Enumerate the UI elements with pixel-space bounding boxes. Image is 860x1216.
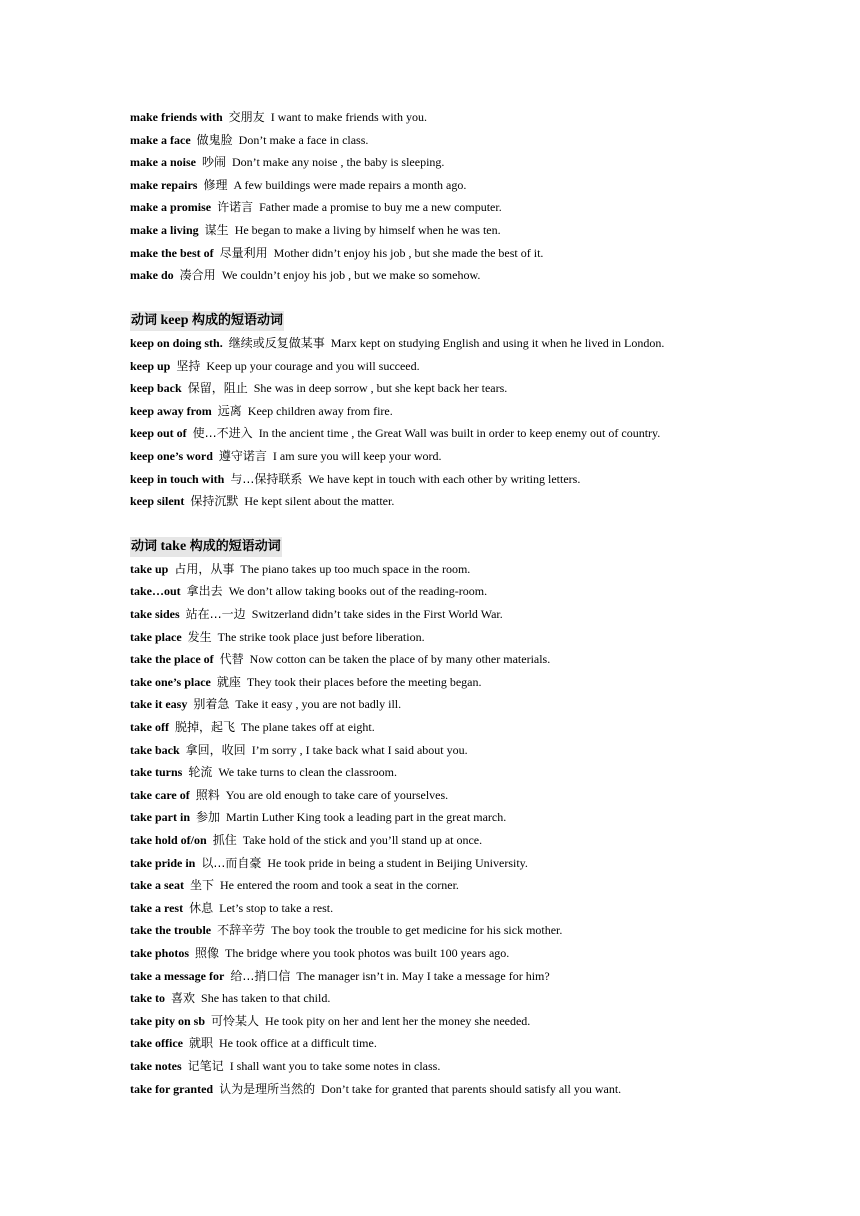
phrase-meaning: 休息	[189, 900, 214, 915]
phrase-entry	[130, 355, 830, 378]
phrase-meaning: 遵守诺言	[218, 448, 267, 463]
phrase-meaning: 继续或反复做某事	[228, 335, 325, 350]
phrase-meaning: 尽量利用	[219, 245, 268, 260]
phrase-term: take a seat	[130, 878, 184, 893]
phrase-example: Marx kept on studying English and using it when he lived in London.	[330, 335, 665, 350]
phrase-term: take it easy	[130, 697, 188, 712]
phrase-term: make a living	[130, 222, 199, 237]
phrase-example: The plane takes off at eight.	[241, 720, 375, 735]
phrase-entry	[130, 219, 830, 242]
phrase-entry	[130, 829, 830, 852]
phrase-example: Switzerland didn’t take sides in the First World War.	[251, 607, 503, 622]
phrase-meaning: 就座	[216, 674, 241, 689]
section-gap	[130, 287, 830, 310]
phrase-term: take sides	[130, 607, 180, 622]
phrase-example: Martin Luther King took a leading part in the great march.	[226, 810, 507, 825]
phrase-example: The manager isn’t in. May I take a message for him?	[296, 968, 550, 983]
phrase-entry	[130, 196, 830, 219]
document-page	[130, 106, 830, 1100]
phrase-entry	[130, 965, 830, 988]
phrase-entry	[130, 648, 830, 671]
phrase-example: Don’t make a face in class.	[238, 132, 369, 147]
phrase-example: Now cotton can be taken the place of by many other materials.	[249, 652, 551, 667]
phrase-example: Don’t take for granted that parents should satisfy all you want.	[321, 1081, 622, 1096]
phrase-entry	[130, 400, 830, 423]
phrase-meaning: 拿回，收回	[185, 742, 246, 757]
phrase-meaning: 保留，阻止	[187, 381, 248, 396]
phrase-entry	[130, 1078, 830, 1101]
phrase-term: take photos	[130, 945, 190, 960]
phrase-term: make do	[130, 268, 174, 283]
phrase-meaning: 使…不进入	[192, 426, 253, 441]
phrase-meaning: 交朋友	[228, 110, 265, 124]
phrase-entry	[130, 129, 830, 152]
phrase-term: take to	[130, 991, 165, 1006]
phrase-entry	[130, 761, 830, 784]
phrase-term: make a noise	[130, 155, 196, 170]
phrase-entry	[130, 739, 830, 762]
phrase-term: make repairs	[130, 177, 198, 192]
phrase-meaning: 给…捎口信	[230, 968, 291, 983]
phrase-term: keep one’s word	[130, 448, 213, 463]
phrase-term: keep up	[130, 358, 171, 373]
phrase-meaning: 脱掉，起飞	[175, 720, 236, 735]
phrase-term: keep in touch with	[130, 471, 225, 486]
phrase-example: Don’t make any noise , the baby is sleeping.	[232, 155, 445, 170]
phrase-meaning: 拿出去	[186, 584, 223, 599]
phrase-entry	[130, 580, 830, 603]
phrase-term: keep away from	[130, 403, 212, 418]
phrase-example: He kept silent about the matter.	[244, 494, 395, 509]
phrase-example: She has taken to that child.	[201, 991, 331, 1006]
phrase-example: Take hold of the stick and you’ll stand up at once.	[242, 833, 483, 847]
phrase-term: take…out	[130, 584, 181, 599]
heading-verb: keep	[160, 313, 189, 329]
phrase-term: take off	[130, 720, 169, 735]
phrase-example: He took pity on her and lent her the money she needed.	[265, 1013, 531, 1028]
section-heading	[130, 537, 282, 557]
phrase-meaning: 照料	[195, 787, 220, 802]
phrase-entry	[130, 897, 830, 920]
phrase-meaning: 坚持	[176, 358, 201, 373]
phrase-entry	[130, 806, 830, 829]
phrase-entry	[130, 422, 830, 445]
phrase-entry	[130, 264, 830, 287]
phrase-term: keep silent	[130, 494, 185, 509]
phrase-meaning: 就职	[188, 1036, 213, 1051]
phrase-term: keep on doing sth.	[130, 335, 223, 350]
phrase-entry	[130, 332, 830, 355]
section-heading	[130, 311, 284, 331]
phrase-entry	[130, 1032, 830, 1055]
phrase-term: take up	[130, 561, 169, 576]
phrase-term: keep out of	[130, 426, 187, 441]
phrase-example: He took office at a difficult time.	[219, 1036, 377, 1051]
phrase-example: I am sure you will keep your word.	[272, 448, 442, 463]
phrase-term: take hold of/on	[130, 833, 207, 847]
phrase-meaning: 站在…一边	[185, 607, 246, 622]
phrase-example: Mother didn’t enjoy his job , but she made the best of it.	[273, 245, 544, 260]
phrase-meaning: 做鬼脸	[196, 132, 233, 147]
phrase-term: make a face	[130, 132, 191, 147]
phrase-meaning: 吵闹	[202, 155, 227, 170]
phrase-example: He began to make a living by himself when he was ten.	[234, 222, 501, 237]
phrase-meaning: 许诺言	[217, 200, 254, 215]
phrase-example: The bridge where you took photos was built 100 years ago.	[225, 945, 510, 960]
phrase-example: We don’t allow taking books out of the reading-room.	[228, 584, 488, 599]
phrase-meaning: 远离	[217, 403, 242, 418]
phrase-entry	[130, 603, 830, 626]
phrase-example: She was in deep sorrow , but she kept back her tears.	[253, 381, 508, 396]
phrase-meaning: 参加	[196, 810, 221, 825]
phrase-meaning: 修理	[203, 177, 228, 192]
phrase-entry	[130, 987, 830, 1010]
phrase-example: We have kept in touch with each other by writing letters.	[308, 471, 581, 486]
phrase-example: He took pride in being a student in Beijing University.	[267, 855, 528, 870]
phrase-term: take for granted	[130, 1081, 214, 1096]
phrase-entry	[130, 1055, 830, 1078]
phrase-term: take the trouble	[130, 923, 212, 938]
phrase-term: make a promise	[130, 200, 212, 215]
phrase-term: take part in	[130, 810, 190, 825]
section-heading-line	[130, 309, 830, 332]
phrase-term: make friends with	[130, 110, 223, 124]
phrase-example: You are old enough to take care of yourselves.	[225, 787, 449, 802]
phrase-term: take the place of	[130, 652, 214, 667]
phrase-term: take office	[130, 1036, 183, 1051]
phrase-entry	[130, 1010, 830, 1033]
phrase-term: take notes	[130, 1058, 182, 1073]
phrase-entry	[130, 852, 830, 875]
phrase-meaning: 抓住	[212, 833, 237, 847]
phrase-term: take one’s place	[130, 674, 211, 689]
phrase-term: make the best of	[130, 245, 214, 260]
heading-suffix: 构成的短语动词	[192, 313, 284, 329]
phrase-example: Keep up your courage and you will succeed.	[206, 358, 420, 373]
phrase-example: Take it easy , you are not badly ill.	[235, 697, 402, 712]
phrase-term: take turns	[130, 765, 183, 780]
phrase-example: We couldn’t enjoy his job , but we make so somehow.	[221, 268, 481, 283]
phrase-entry	[130, 874, 830, 897]
phrase-meaning: 可怜某人	[211, 1013, 260, 1028]
phrase-meaning: 代替	[219, 652, 244, 667]
phrase-entry	[130, 626, 830, 649]
phrase-example: I shall want you to take some notes in class.	[229, 1058, 441, 1073]
phrase-example: The strike took place just before liberation.	[217, 629, 425, 644]
phrase-entry	[130, 106, 830, 129]
phrase-term: take care of	[130, 787, 190, 802]
phrase-meaning: 不辞辛劳	[217, 923, 266, 938]
phrase-meaning: 认为是理所当然的	[219, 1081, 316, 1096]
phrase-entry	[130, 242, 830, 265]
phrase-term: take a rest	[130, 900, 184, 915]
phrase-meaning: 与…保持联系	[230, 471, 303, 486]
phrase-entry	[130, 377, 830, 400]
phrase-term: take place	[130, 629, 182, 644]
phrase-meaning: 保持沉默	[190, 494, 239, 509]
phrase-meaning: 发生	[187, 629, 212, 644]
section-heading-line	[130, 535, 830, 558]
phrase-term: take pride in	[130, 855, 196, 870]
phrase-example: A few buildings were made repairs a month ago.	[233, 177, 467, 192]
phrase-entry	[130, 919, 830, 942]
phrase-meaning: 以…而自豪	[201, 855, 262, 870]
phrase-entry	[130, 151, 830, 174]
phrase-term: take back	[130, 742, 180, 757]
phrase-example: They took their places before the meeting began.	[246, 674, 482, 689]
phrase-meaning: 别着急	[193, 697, 230, 712]
phrase-example: In the ancient time , the Great Wall was built in order to keep enemy out of country.	[258, 426, 661, 441]
phrase-entry	[130, 784, 830, 807]
phrase-meaning: 凑合用	[179, 268, 216, 283]
phrase-entry	[130, 693, 830, 716]
phrase-example: Keep children away from fire.	[247, 403, 393, 418]
phrase-example: The boy took the trouble to get medicine for his sick mother.	[271, 923, 563, 938]
section-gap	[130, 513, 830, 536]
phrase-entry	[130, 942, 830, 965]
phrase-term: keep back	[130, 381, 182, 396]
phrase-example: We take turns to clean the classroom.	[218, 765, 397, 780]
phrase-meaning: 谋生	[204, 222, 229, 237]
phrase-meaning: 占用，从事	[174, 561, 235, 576]
phrase-entry	[130, 490, 830, 513]
phrase-meaning: 坐下	[190, 878, 215, 893]
phrase-meaning: 记笔记	[187, 1058, 224, 1073]
phrase-meaning: 喜欢	[171, 991, 196, 1006]
heading-prefix: 动词	[131, 313, 158, 329]
phrase-example: I’m sorry , I take back what I said about you.	[251, 742, 468, 757]
phrase-entry	[130, 671, 830, 694]
heading-suffix: 构成的短语动词	[189, 539, 281, 555]
phrase-meaning: 轮流	[188, 765, 213, 780]
phrase-entry	[130, 558, 830, 581]
phrase-entry	[130, 445, 830, 468]
heading-prefix: 动词	[131, 539, 158, 555]
heading-verb: take	[160, 539, 187, 555]
phrase-term: take pity on sb	[130, 1013, 206, 1028]
phrase-example: He entered the room and took a seat in the corner.	[220, 878, 459, 893]
phrase-meaning: 照像	[195, 945, 220, 960]
phrase-example: I want to make friends with you.	[270, 110, 427, 124]
phrase-example: Let’s stop to take a rest.	[219, 900, 334, 915]
phrase-example: The piano takes up too much space in the room.	[240, 561, 471, 576]
phrase-example: Father made a promise to buy me a new computer.	[259, 200, 502, 215]
phrase-entry	[130, 716, 830, 739]
phrase-entry	[130, 174, 830, 197]
phrase-entry	[130, 468, 830, 491]
phrase-term: take a message for	[130, 968, 225, 983]
